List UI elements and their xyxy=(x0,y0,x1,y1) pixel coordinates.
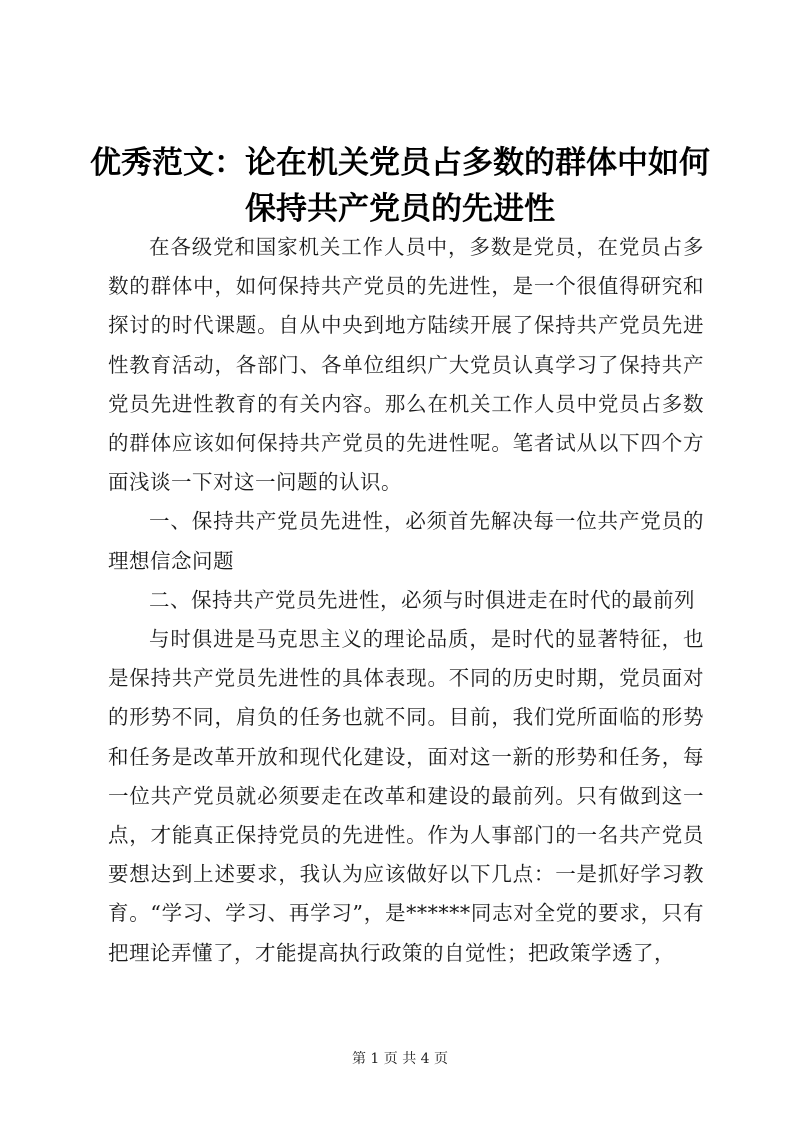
paragraph-section-2-heading: 二、保持共产党员先进性，必须与时俱进走在时代的最前列 xyxy=(149,587,695,612)
title-line-2: 保持共产党员的先进性 xyxy=(245,191,555,227)
paragraph-section-1-heading: 一、保持共产党员先进性，必须首先解决每一位共产党员的理想信念问题 xyxy=(108,509,704,573)
title-line-1: 优秀范文：论在机关党员占多数的群体中如何 xyxy=(90,145,710,181)
paragraph-section-2-body: 与时俱进是马克思主义的理论品质，是时代的显著特征，也是保持共产党员先进性的具体表现。不同的历史时期，党员面对的形势不同，肩负的任务也就不同。目前，我们党所面临的形势和任务是改革开放和现代化建设，面对这一新的形势和任务，每一位共产党员就必须要走在改革和建设的最前列。只有做到这一点，才能真正保持党员的先进性。作为人事部门的一名共产党员要想达到上述要求，我认为应该做好以下几点：一是抓好学习教育。“学习、学习、再学习”，是******同志对全党的要求，只有把理论弄懂了，才能提高执行政策的自觉性；把政策学透了， xyxy=(108,627,704,965)
paragraph-intro: 在各级党和国家机关工作人员中，多数是党员，在党员占多数的群体中，如何保持共产党员的先进性，是一个很值得研究和探讨的时代课题。自从中央到地方陆续开展了保持共产党员先进性教育活动，各部门、各单位组织广大党员认真学习了保持共产党员先进性教育的有关内容。那么在机关工作人员中党员占多数的群体应该如何保持共产党员的先进性呢。笔者试从以下四个方面浅谈一下对这一问题的认识。 xyxy=(108,235,704,495)
page-footer: 第 1 页 共 4 页 xyxy=(351,1051,449,1067)
document-title xyxy=(90,140,710,232)
document-body xyxy=(108,228,704,973)
